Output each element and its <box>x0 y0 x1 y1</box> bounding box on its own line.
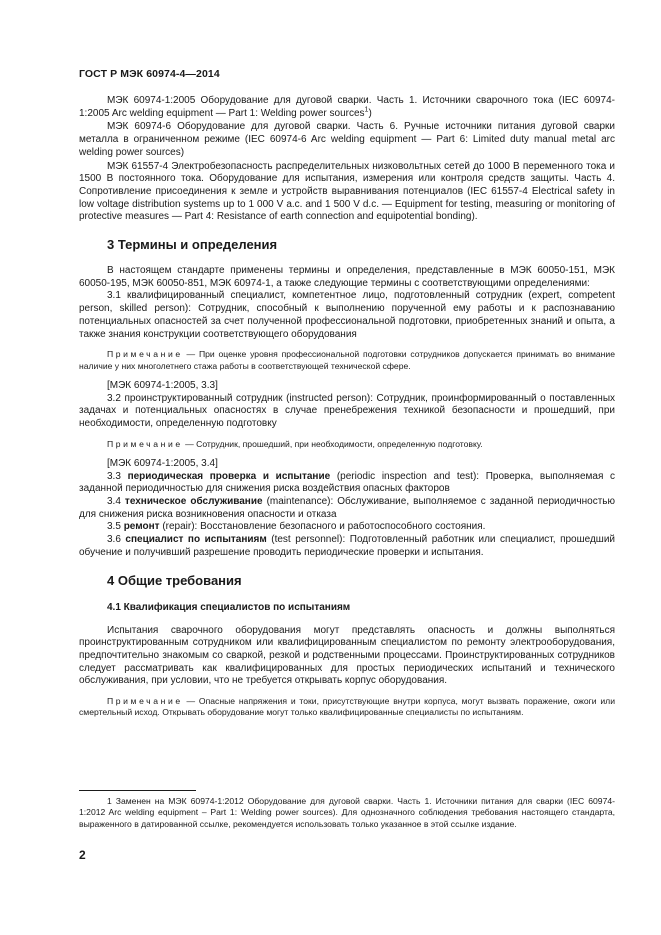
note: Примечание — Опасные напряжения и токи, присутствующие внутри корпуса, могут вызвать поражение, ожоги или смертельный исход. Открывать оборудование могут только квалифицированные специалисты по испытаниям. <box>79 696 615 718</box>
page-number: 2 <box>79 848 86 862</box>
note-label: Примечание <box>107 438 183 449</box>
term-3-3: 3.3 периодическая проверка и испытание (periodic inspection and test): Проверка, выполняемая с заданной периодичностью для снижения риска воздействия опасных факторов <box>79 470 616 495</box>
note-label: Примечание <box>107 696 183 707</box>
term-3-1: 3.1 квалифицированный специалист, компетентное лицо, подготовленный сотрудник (expert, competent person, skilled person): Сотрудник, способный к выполнению порученной ему работы и к распознаванию потенциальных опасностей за счет полученной профессиональной подготовки, приобретенных знаний и опыта, а также знания конструкции соответствующего оборудования <box>79 290 615 340</box>
footnote-separator <box>79 790 196 791</box>
source-reference: [МЭК 60974-1:2005, 3.3] <box>107 379 218 391</box>
section-3-heading: 3 Термины и определения <box>107 237 278 253</box>
note: Примечание — Сотрудник, прошедший, при необходимости, определенную подготовку. <box>107 438 483 449</box>
section-4-heading: 4 Общие требования <box>107 572 242 588</box>
document-header: ГОСТ Р МЭК 60974-4—2014 <box>79 68 220 80</box>
footnote: 1 Заменен на МЭК 60974-1:2012 Оборудование для дуговой сварки. Часть 1. Источники питания для сварки (IEC 60974-1:2012 Arc welding equipment – Part 1: Welding power sources). Для однозначного соблюдения требования настоящего стандарта, выраженного в датированной ссылке, рекомендуется использовать только указанное в этой ссылке издание. <box>79 796 615 829</box>
note: Примечание — При оценке уровня профессиональной подготовки сотрудников допускается принимать во внимание наличие у них многолетнего стажа работы в соответствующей технической сфере. <box>79 349 615 371</box>
term-3-4: 3.4 техническое обслуживание (maintenance): Обслуживание, выполняемое с заданной периодичностью для снижения риска возникновения опасности и отказа <box>79 496 615 520</box>
footnote-marker[interactable]: 1 <box>364 106 369 114</box>
reference-item: МЭК 61557-4 Электробезопасность распределительных низковольтных сетей до 1000 В переменного тока и 1500 В постоянного тока. Оборудование для испытания, измерения или контроля средств защиты. Часть 4. Сопротивление присоединения к земле и устройств выравнивания потенциалов (IEC 61557-4 Electrical safety in low voltage distribution systems up to 1 000 V a.c. and 1 500 V d.c. — Equipment for testing, measuring or monitoring of protective measures — Part 4: Resistance of earth connection and equipotential bonding). <box>79 160 615 223</box>
page-content <box>79 95 615 727</box>
term-3-2: 3.2 проинструктированный сотрудник (instructed person): Сотрудник, проинформированный о поставленных задачах и потенциальных опасностях в случае пренебрежения техникой безопасности и прошедший, при необходимости, определенную подготовку <box>79 392 615 429</box>
note-label: Примечание <box>107 349 183 360</box>
reference-item: МЭК 60974-1:2005 Оборудование для дуговой сварки. Часть 1. Источники сварочного тока (IEC 60974-1:2005 Arc welding equipment — Part 1: Welding power sources$^1$) <box>79 95 615 119</box>
section-4-1-paragraph: Испытания сварочного оборудования могут представлять опасность и должны выполняться проинструктированным сотрудником или квалифицированным специалистом по ремонту электрооборудования, предпочтительно знакомым со сваркой, резкой и родственными процессами. Проинструктированных сотрудников следует рассматривать как квалифицированных для простых периодических испытаний и технического обслуживания, при условии, что не требуется открывать корпус оборудования. <box>79 624 615 687</box>
section-3-intro: В настоящем стандарте применены термины и определения, представленные в МЭК 60050-151, МЭК 60050-195, МЭК 60050-851, МЭК 60974-1, а также следующие термины с соответствующими определениями: <box>79 265 615 289</box>
subsection-4-1-heading: 4.1 Квалификация специалистов по испытаниям <box>107 601 351 613</box>
normative-references <box>79 95 615 224</box>
term-3-5: 3.5 ремонт (repair): Восстановление безопасного и работоспособного состояния. <box>107 521 486 533</box>
term-3-6: 3.6 специалист по испытаниям (test personnel): Подготовленный работник или специалист, прошедший обучение и получивший разрешение проводить периодические проверки и испытания. <box>79 534 615 558</box>
reference-item: МЭК 60974-6 Оборудование для дуговой сварки. Часть 6. Ручные источники питания дуговой сварки металла в ограниченном режиме (IEC 60974-6 Arc welding equipment — Part 6: Limited duty manual metal arc welding power sources) <box>79 121 615 158</box>
source-reference: [МЭК 60974-1:2005, 3.4] <box>107 457 218 469</box>
